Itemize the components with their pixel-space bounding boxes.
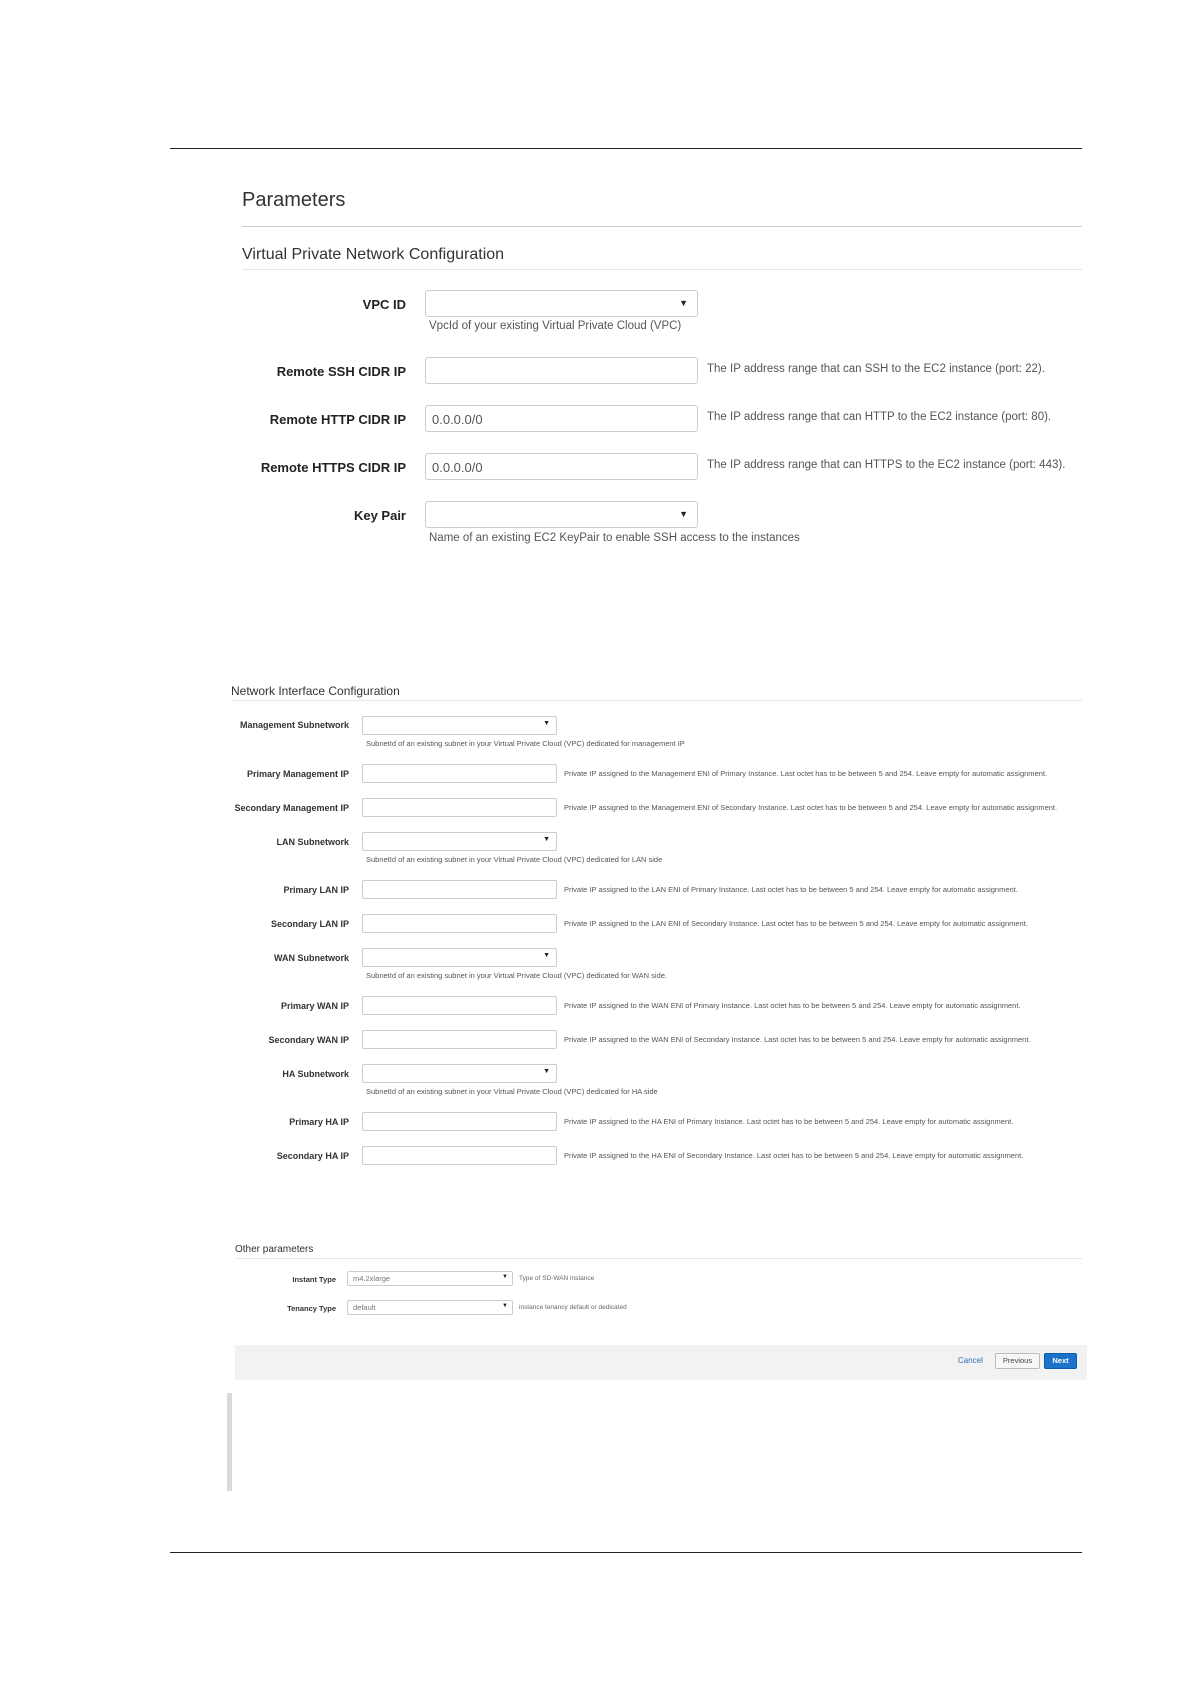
lan-subnetwork-help: SubnetId of an existing subnet in your Virtual Private Cloud (VPC) dedicated for LAN side bbox=[366, 855, 663, 864]
secondary-wan-ip-help: Private IP assigned to the WAN ENI of Secondary Instance. Last octet has to be between 5 and 254. Leave empty for automatic assignment. bbox=[564, 1035, 1031, 1044]
primary-lan-ip-label: Primary LAN IP bbox=[283, 885, 349, 895]
chevron-down-icon: ▼ bbox=[543, 952, 550, 959]
primary-wan-ip-label: Primary WAN IP bbox=[280, 1001, 349, 1011]
page-bottom-rule bbox=[170, 1552, 1082, 1553]
instant-type-label: Instant Type bbox=[292, 1275, 336, 1284]
primary-management-ip-input[interactable] bbox=[362, 764, 557, 783]
primary-lan-ip-help: Private IP assigned to the LAN ENI of Primary Instance. Last octet has to be between 5 and 254. Leave empty for automatic assignment. bbox=[564, 885, 1018, 894]
chevron-down-icon: ▼ bbox=[502, 1303, 508, 1309]
key-pair-select[interactable] bbox=[425, 501, 698, 528]
remote-https-cidr-label: Remote HTTPS CIDR IP bbox=[260, 460, 406, 475]
remote-ssh-cidr-input[interactable] bbox=[425, 357, 698, 384]
primary-ha-ip-input[interactable] bbox=[362, 1112, 557, 1131]
remote-http-cidr-input[interactable] bbox=[425, 405, 698, 432]
vpc-id-help: VpcId of your existing Virtual Private Cloud (VPC) bbox=[429, 320, 682, 332]
lan-subnetwork-select[interactable] bbox=[362, 832, 557, 851]
key-pair-label: Key Pair bbox=[353, 508, 406, 523]
remote-https-cidr-input[interactable] bbox=[425, 453, 698, 480]
other-section-title: Other parameters bbox=[235, 1244, 314, 1255]
primary-management-ip-help: Private IP assigned to the Management ENI of Primary Instance. Last octet has to be between 5 and 254. Leave empty for automatic assignment. bbox=[564, 769, 1048, 778]
primary-lan-ip-input[interactable] bbox=[362, 880, 557, 899]
secondary-wan-ip-label: Secondary WAN IP bbox=[268, 1035, 349, 1045]
page-title: Parameters bbox=[242, 189, 346, 211]
remote-ssh-cidr-label: Remote SSH CIDR IP bbox=[276, 364, 406, 379]
primary-wan-ip-help: Private IP assigned to the WAN ENI of Primary Instance. Last octet has to be between 5 and 254. Leave empty for automatic assignment. bbox=[564, 1001, 1021, 1010]
chevron-down-icon: ▼ bbox=[679, 509, 688, 519]
vpc-id-label: VPC ID bbox=[362, 297, 406, 312]
secondary-ha-ip-help: Private IP assigned to the HA ENI of Secondary Instance. Last octet has to be between 5 and 254. Leave empty for automatic assignment. bbox=[564, 1151, 1024, 1160]
next-button[interactable]: Next bbox=[1044, 1353, 1077, 1369]
key-pair-help: Name of an existing EC2 KeyPair to enable SSH access to the instances bbox=[429, 532, 800, 544]
ha-subnetwork-label: HA Subnetwork bbox=[282, 1069, 349, 1079]
chevron-down-icon: ▼ bbox=[679, 298, 688, 308]
chevron-down-icon: ▼ bbox=[543, 1068, 550, 1075]
tenancy-type-label: Tenancy Type bbox=[287, 1304, 336, 1313]
secondary-management-ip-input[interactable] bbox=[362, 798, 557, 817]
nic-section-divider bbox=[231, 700, 1082, 701]
secondary-ha-ip-input[interactable] bbox=[362, 1146, 557, 1165]
remote-http-cidr-value: 0.0.0.0/0 bbox=[432, 412, 483, 427]
primary-ha-ip-label: Primary HA IP bbox=[289, 1117, 349, 1127]
instant-type-value: m4.2xlarge bbox=[353, 1274, 391, 1283]
page-top-rule bbox=[170, 148, 1082, 149]
chevron-down-icon: ▼ bbox=[543, 836, 550, 843]
remote-ssh-cidr-help: The IP address range that can SSH to the EC2 instance (port: 22). bbox=[707, 363, 1045, 375]
other-section-divider bbox=[235, 1258, 1082, 1259]
chevron-down-icon: ▼ bbox=[543, 720, 550, 727]
secondary-lan-ip-help: Private IP assigned to the LAN ENI of Secondary Instance. Last octet has to be between 5 and 254. Leave empty for automatic assignment. bbox=[564, 919, 1028, 928]
management-subnetwork-select[interactable] bbox=[362, 716, 557, 735]
secondary-lan-ip-input[interactable] bbox=[362, 914, 557, 933]
title-divider bbox=[242, 226, 1082, 227]
secondary-ha-ip-label: Secondary HA IP bbox=[276, 1151, 349, 1161]
vpc-id-select[interactable] bbox=[425, 290, 698, 317]
management-subnetwork-label: Management Subnetwork bbox=[239, 720, 349, 730]
ha-subnetwork-select[interactable] bbox=[362, 1064, 557, 1083]
wan-subnetwork-label: WAN Subnetwork bbox=[273, 953, 349, 963]
primary-management-ip-label: Primary Management IP bbox=[246, 769, 349, 779]
remote-http-cidr-label: Remote HTTP CIDR IP bbox=[269, 412, 406, 427]
tenancy-type-help: instance tenancy default or dedicated bbox=[519, 1304, 627, 1311]
primary-wan-ip-input[interactable] bbox=[362, 996, 557, 1015]
lan-subnetwork-label: LAN Subnetwork bbox=[276, 837, 349, 847]
management-subnetwork-help: SubnetId of an existing subnet in your Virtual Private Cloud (VPC) dedicated for management IP bbox=[366, 739, 685, 748]
chevron-down-icon: ▼ bbox=[502, 1274, 508, 1280]
instant-type-help: Type of SD-WAN instance bbox=[519, 1275, 595, 1282]
remote-https-cidr-help: The IP address range that can HTTPS to the EC2 instance (port: 443). bbox=[707, 459, 1066, 471]
cancel-button[interactable]: Cancel bbox=[958, 1356, 983, 1365]
secondary-management-ip-help: Private IP assigned to the Management ENI of Secondary Instance. Last octet has to be between 5 and 254. Leave empty for automatic assignment. bbox=[564, 803, 1058, 812]
primary-ha-ip-help: Private IP assigned to the HA ENI of Primary Instance. Last octet has to be between 5 and 254. Leave empty for automatic assignment. bbox=[564, 1117, 1014, 1126]
secondary-lan-ip-label: Secondary LAN IP bbox=[270, 919, 349, 929]
remote-https-cidr-value: 0.0.0.0/0 bbox=[432, 460, 483, 475]
vpc-section-title: Virtual Private Network Configuration bbox=[242, 246, 505, 263]
wan-subnetwork-select[interactable] bbox=[362, 948, 557, 967]
blockquote-bar bbox=[227, 1393, 232, 1491]
tenancy-type-value: default bbox=[353, 1303, 376, 1312]
secondary-wan-ip-input[interactable] bbox=[362, 1030, 557, 1049]
wan-subnetwork-help: SubnetId of an existing subnet in your Virtual Private Cloud (VPC) dedicated for WAN side. bbox=[366, 971, 667, 980]
instant-type-select[interactable] bbox=[347, 1271, 513, 1286]
tenancy-type-select[interactable] bbox=[347, 1300, 513, 1315]
previous-button[interactable]: Previous bbox=[995, 1353, 1040, 1369]
remote-http-cidr-help: The IP address range that can HTTP to the EC2 instance (port: 80). bbox=[707, 411, 1052, 423]
nic-section-title: Network Interface Configuration bbox=[231, 684, 400, 698]
secondary-management-ip-label: Secondary Management IP bbox=[234, 803, 349, 813]
vpc-section-divider bbox=[242, 269, 1082, 270]
ha-subnetwork-help: SubnetId of an existing subnet in your Virtual Private Cloud (VPC) dedicated for HA side bbox=[366, 1087, 658, 1096]
